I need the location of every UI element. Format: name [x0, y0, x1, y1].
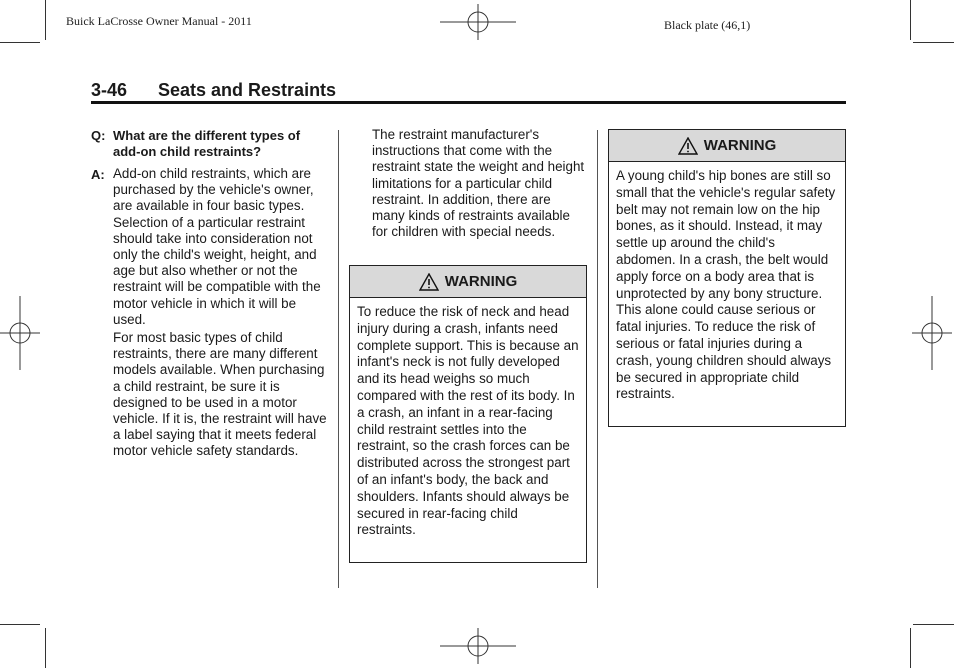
- question-label: Q:: [91, 128, 106, 143]
- warning-header: [350, 266, 586, 298]
- print-header-left: Buick LaCrosse Owner Manual - 2011: [66, 14, 252, 28]
- page-number: 3-46: [91, 80, 128, 100]
- warning-body: To reduce the risk of neck and head injury during a crash, infants need complete support. This is because an infant's neck is not fully developed and its head weighs so much compared with the rest of its body. In a crash, an infant in a rear-facing child restraint settles into the restraint, so the crash forces can be distributed across the strongest part of an infant's body, the back and shoulders. Infants should always be secured in rear-facing child restraints.: [357, 304, 579, 538]
- crop-mark: [910, 0, 911, 40]
- column-divider: [338, 130, 339, 588]
- crop-mark: [0, 42, 40, 43]
- registration-mark-icon: [912, 296, 952, 370]
- answer-label: A:: [91, 167, 105, 182]
- warning-header: [609, 130, 845, 162]
- print-header-right: Black plate (46,1): [664, 18, 751, 32]
- warning-title: WARNING: [703, 137, 777, 154]
- warning-body: A young child's hip bones are still so small that the vehicle's regular safety belt may not remain low on the hip bones, as it should. Instead, it may settle up around the child's abdomen. In a crash, the belt would apply force on a body area that is unprotected by any bony structure. This alone could cause serious or fatal injuries. To reduce the risk of serious or fatal injuries during a crash, young children should always be secured in appropriate child restraints.: [616, 168, 836, 402]
- column-divider: [597, 130, 598, 588]
- crop-mark: [913, 42, 954, 43]
- crop-mark: [45, 0, 46, 40]
- registration-mark-icon: [0, 296, 40, 370]
- crop-mark: [45, 628, 46, 668]
- crop-mark: [910, 628, 911, 668]
- warning-title: WARNING: [444, 273, 518, 290]
- warning-box-young-child: [608, 129, 846, 427]
- answer-paragraph: For most basic types of child restraints, there are many different models available. When purchasing a child restraint, be sure it is designed to be used in a motor vehicle. If it is, the restraint will have a label saying that it meets federal motor vehicle safety standards.: [113, 330, 327, 459]
- answer-text: Add-on child restraints, which are purchased by the vehicle's owner, are available in four basic types. Selection of a particular restraint should take into consideration not only the child's weight, height, and age but also whether or not the restraint will be compatible with the motor vehicle in which it will be used.: [113, 166, 321, 327]
- section-title: Seats and Restraints: [158, 80, 337, 100]
- crop-mark: [913, 624, 954, 625]
- warning-box-infant: [349, 265, 587, 563]
- header-rule: [91, 101, 846, 104]
- registration-mark-icon: [440, 628, 516, 664]
- warning-triangle-icon: [678, 137, 698, 155]
- restraint-instructions-paragraph: The restraint manufacturer's instructions that come with the restraint state the weight and height limitations for a particular child restraint. In addition, there are many kinds of restraints available for children with special needs.: [372, 127, 585, 240]
- crop-mark: [0, 624, 40, 625]
- question-text: What are the different types of add-on child restraints?: [113, 128, 301, 160]
- warning-triangle-icon: [419, 273, 439, 291]
- registration-mark-icon: [440, 4, 516, 40]
